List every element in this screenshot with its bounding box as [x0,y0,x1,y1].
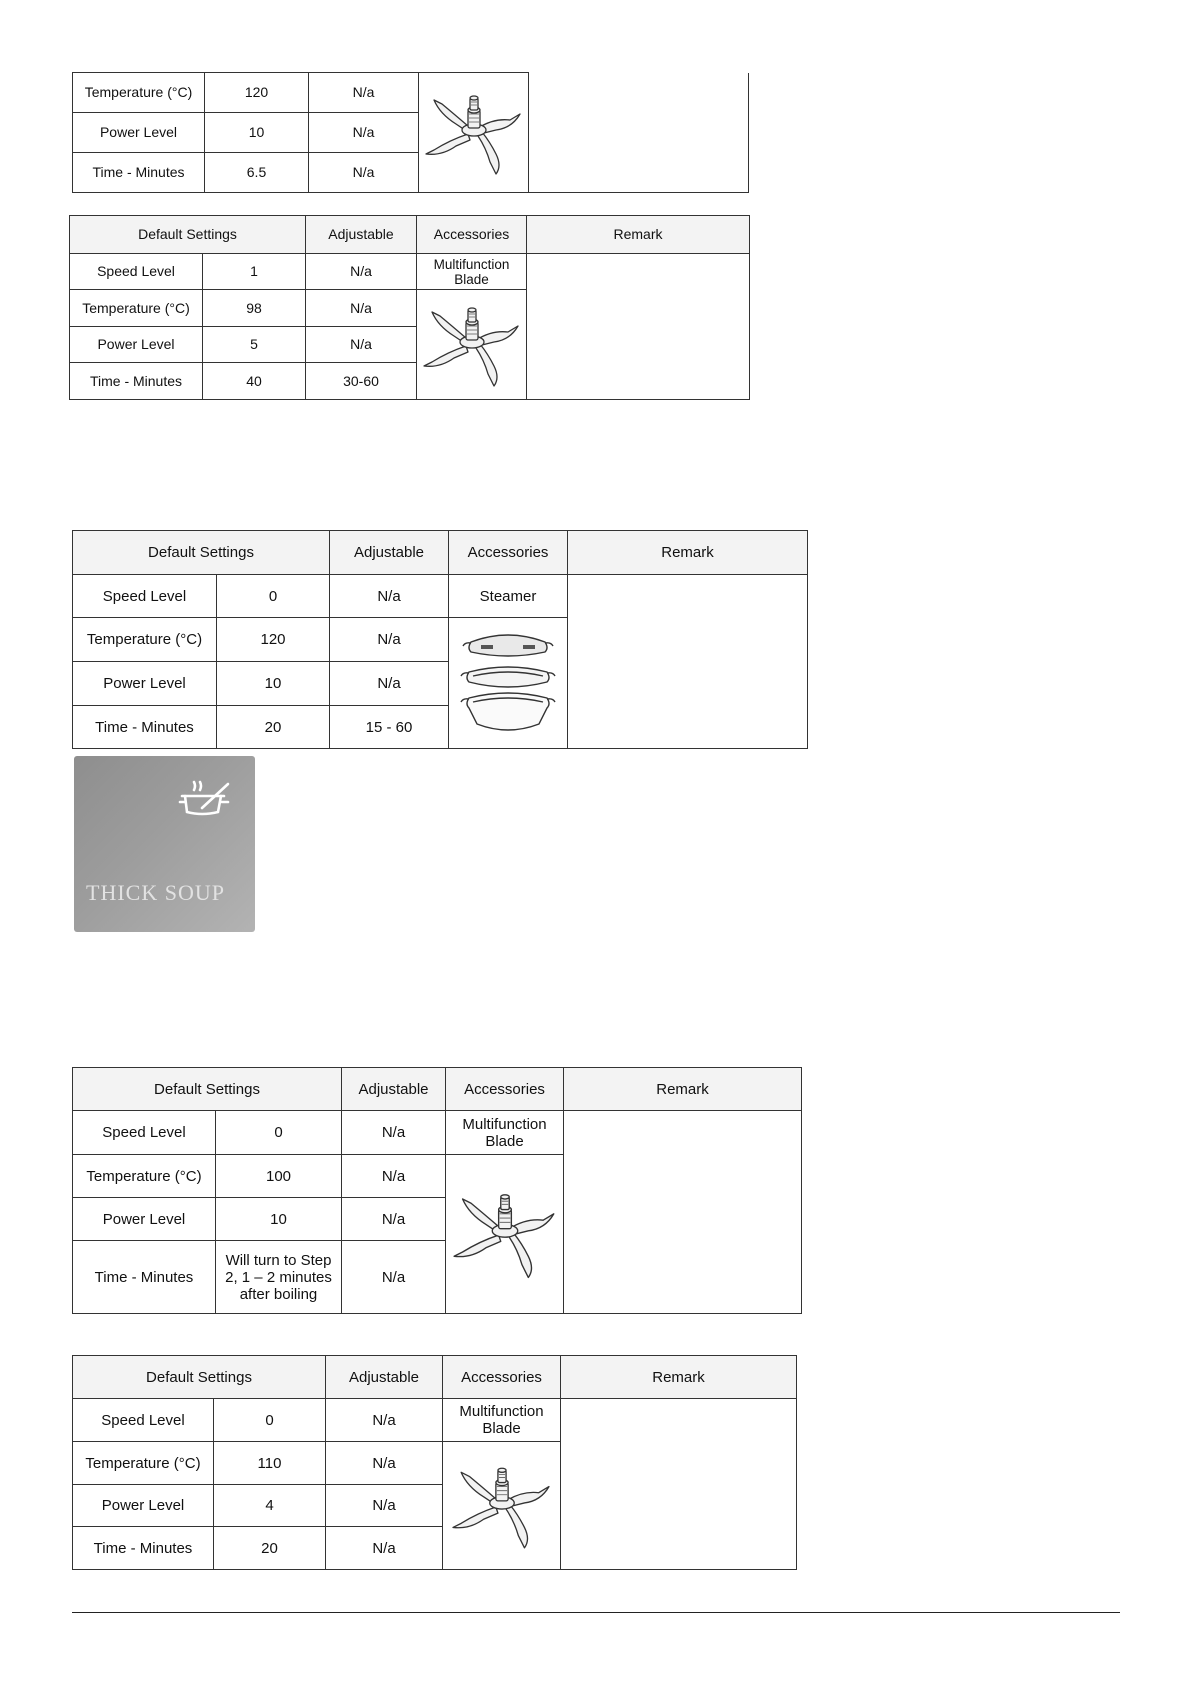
header-remark: Remark [527,216,750,254]
header-adjustable: Adjustable [326,1356,443,1399]
row-adjustable: 15 - 60 [330,706,449,749]
row-value: 0 [214,1399,326,1442]
row-adjustable: N/a [342,1111,446,1155]
header-default-settings: Default Settings [73,531,330,575]
program-label: THICK SOUP [86,880,225,905]
row-value: 6.5 [205,153,309,193]
settings-table-5 [72,1355,797,1570]
header-default-settings: Default Settings [73,1068,342,1111]
header-default-settings: Default Settings [73,1356,326,1399]
header-accessories: Accessories [449,531,568,575]
row-value: 98 [203,290,306,327]
multifunction-blade-image [417,290,527,400]
row-adjustable: N/a [342,1155,446,1198]
row-value: 40 [203,363,306,400]
row-value: 0 [217,575,330,618]
header-remark: Remark [561,1356,797,1399]
row-value: 20 [217,706,330,749]
multifunction-blade-image [446,1155,564,1314]
accessory-name: Multifunction Blade [417,254,527,290]
row-adjustable: N/a [309,113,419,153]
row-adjustable: N/a [326,1399,443,1442]
row-value: 10 [216,1198,342,1241]
row-adjustable: N/a [309,153,419,193]
multifunction-blade-image [443,1442,561,1570]
remark-cell [529,73,749,193]
row-value: 0 [216,1111,342,1155]
row-adjustable: N/a [330,618,449,662]
row-label: Time - Minutes [73,153,205,193]
settings-table-4 [72,1067,802,1314]
remark-cell [527,254,750,400]
row-value: 1 [203,254,306,290]
row-label: Power Level [73,1198,216,1241]
accessory-name: Steamer [449,575,568,618]
row-adjustable: N/a [330,662,449,706]
row-label: Speed Level [73,575,217,618]
multifunction-blade-image [419,73,529,193]
remark-cell [568,575,808,749]
header-accessories: Accessories [417,216,527,254]
row-value: 4 [214,1485,326,1527]
settings-table-3 [72,530,808,749]
row-value: 100 [216,1155,342,1198]
header-default-settings: Default Settings [70,216,306,254]
row-label: Time - Minutes [73,1527,214,1570]
row-label: Time - Minutes [73,706,217,749]
row-label: Power Level [73,662,217,706]
row-adjustable: N/a [342,1241,446,1314]
row-adjustable: N/a [342,1198,446,1241]
row-label: Power Level [73,1485,214,1527]
row-value: 120 [205,73,309,113]
header-adjustable: Adjustable [330,531,449,575]
row-label: Power Level [73,113,205,153]
row-adjustable: N/a [326,1442,443,1485]
row-value: 110 [214,1442,326,1485]
remark-cell [561,1399,797,1570]
soup-pot-icon [176,778,236,829]
header-remark: Remark [568,531,808,575]
row-label: Temperature (°C) [73,73,205,113]
row-label: Temperature (°C) [73,1155,216,1198]
row-adjustable: 30-60 [306,363,417,400]
header-accessories: Accessories [443,1356,561,1399]
row-adjustable: N/a [306,290,417,327]
accessory-name: Multifunction Blade [443,1399,561,1442]
row-adjustable: N/a [306,254,417,290]
row-label: Temperature (°C) [73,1442,214,1485]
steamer-image [449,618,568,749]
header-accessories: Accessories [446,1068,564,1111]
row-value: 10 [205,113,309,153]
row-label: Temperature (°C) [73,618,217,662]
row-label: Time - Minutes [70,363,203,400]
row-adjustable: N/a [306,327,417,363]
row-label: Power Level [70,327,203,363]
row-label: Speed Level [73,1111,216,1155]
row-label: Temperature (°C) [70,290,203,327]
row-value: 120 [217,618,330,662]
row-adjustable: N/a [309,73,419,113]
row-value: 5 [203,327,306,363]
header-adjustable: Adjustable [342,1068,446,1111]
row-adjustable: N/a [330,575,449,618]
footer-divider [72,1612,1120,1613]
settings-table-1 [72,72,749,193]
row-label: Speed Level [73,1399,214,1442]
row-value: 20 [214,1527,326,1570]
row-adjustable: N/a [326,1527,443,1570]
row-label: Time - Minutes [73,1241,216,1314]
accessory-name: Multifunction Blade [446,1111,564,1155]
header-adjustable: Adjustable [306,216,417,254]
remark-cell [564,1111,802,1314]
settings-table-2 [69,215,750,400]
row-value: Will turn to Step 2, 1 – 2 minutes after boiling [216,1241,342,1314]
row-label: Speed Level [70,254,203,290]
row-adjustable: N/a [326,1485,443,1527]
row-value: 10 [217,662,330,706]
header-remark: Remark [564,1068,802,1111]
thick-soup-program-button[interactable] [74,756,255,932]
